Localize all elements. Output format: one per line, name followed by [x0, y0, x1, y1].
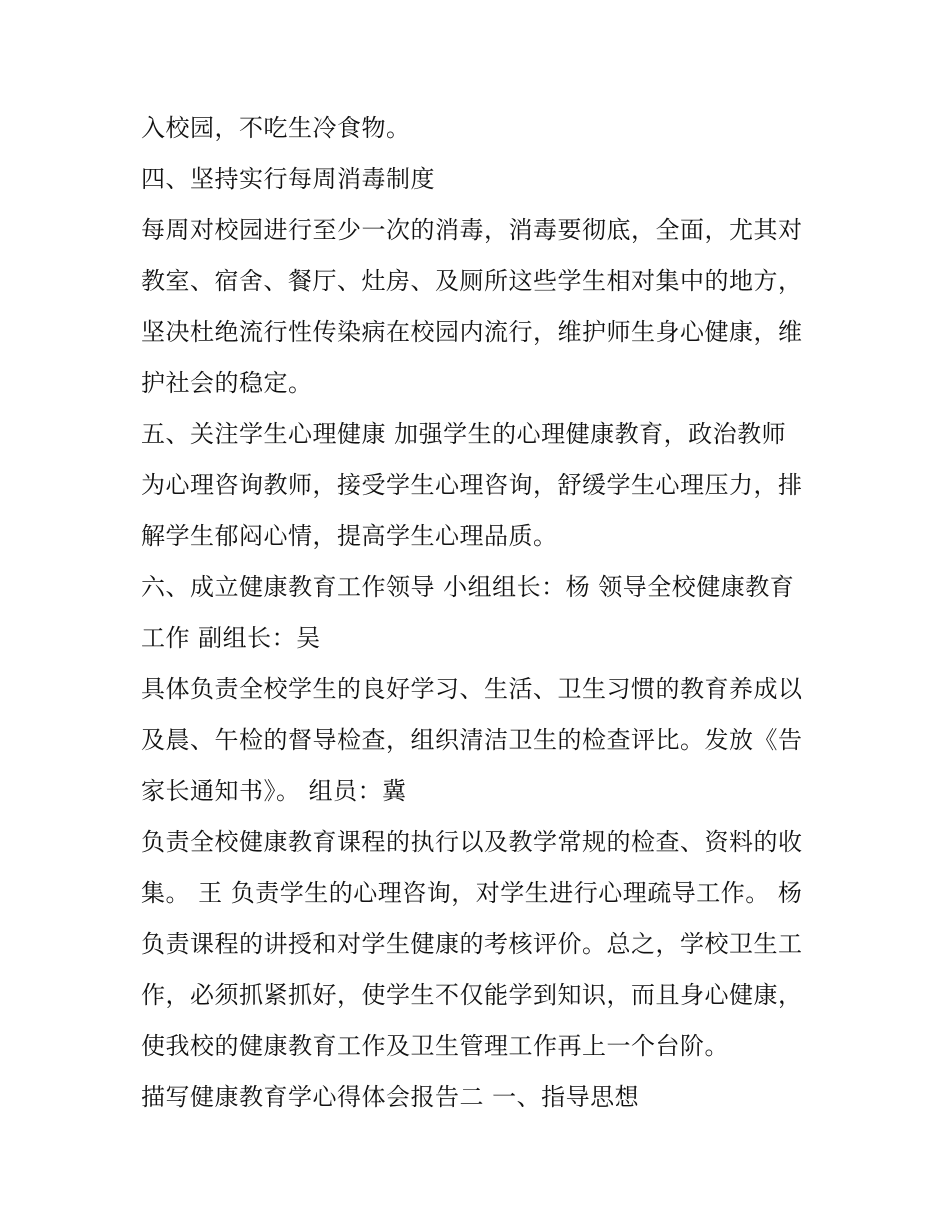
section-heading: 描写健康教育学心得体会报告二 一、指导思想 [141, 1083, 640, 1111]
text-line: 坚决杜绝流行性传染病在校园内流行，维护师生身心健康，维 [141, 318, 803, 346]
text-line: 解学生郁闷心情，提高学生心理品质。 [141, 522, 558, 550]
text-line: 及晨、午检的督导检查，组织清洁卫生的检查评比。发放《告 [141, 726, 803, 754]
section-heading: 四、坚持实行每周消毒制度 [141, 165, 435, 193]
text-line: 每周对校园进行至少一次的消毒，消毒要彻底，全面，尤其对 [141, 216, 803, 244]
text-line: 工作 副组长：吴 [141, 624, 321, 652]
text-line: 负责全校健康教育课程的执行以及教学常规的检查、资料的收 [141, 828, 803, 856]
section-heading: 六、成立健康教育工作领导 小组组长：杨 领导全校健康教育 [141, 573, 795, 601]
text-line: 使我校的健康教育工作及卫生管理工作再上一个台阶。 [141, 1032, 729, 1060]
text-line: 教室、宿舍、餐厅、灶房、及厕所这些学生相对集中的地方， [141, 267, 803, 295]
text-line: 护社会的稳定。 [141, 369, 313, 397]
text-line: 具体负责全校学生的良好学习、生活、卫生习惯的教育养成以 [141, 675, 803, 703]
text-line: 入校园，不吃生冷食物。 [141, 114, 411, 142]
text-line: 负责课程的讲授和对学生健康的考核评价。总之，学校卫生工 [141, 930, 803, 958]
text-line: 家长通知书》。 组员：冀 [141, 777, 407, 805]
section-heading: 五、关注学生心理健康 加强学生的心理健康教育，政治教师 [141, 420, 787, 448]
text-line: 为心理咨询教师，接受学生心理咨询，舒缓学生心理压力，排 [141, 471, 803, 499]
text-line: 作，必须抓紧抓好，使学生不仅能学到知识，而且身心健康， [141, 981, 803, 1009]
text-line: 集。 王 负责学生的心理咨询，对学生进行心理疏导工作。 杨 [141, 879, 803, 907]
